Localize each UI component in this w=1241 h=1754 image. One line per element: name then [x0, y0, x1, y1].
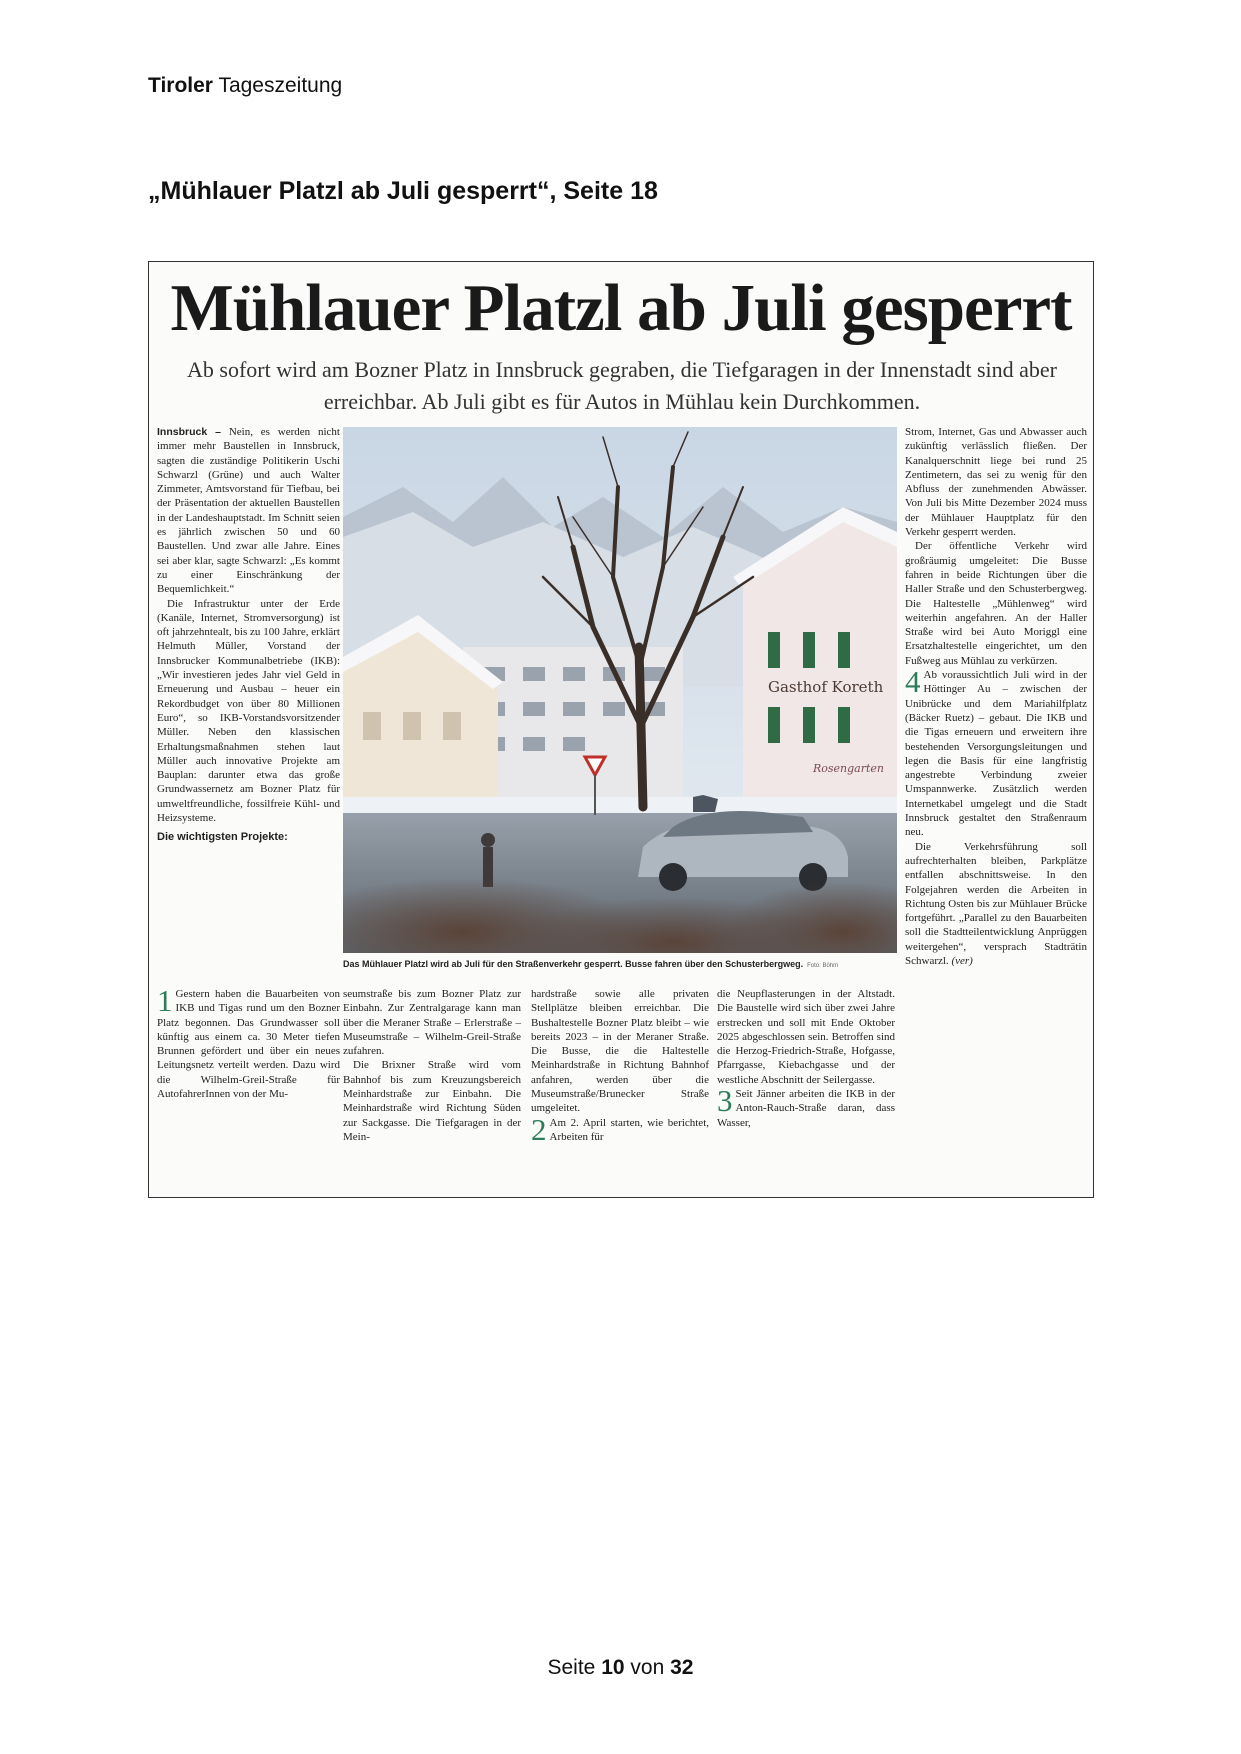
paragraph-text: Am 2. April starten, wie berichtet, Arbeiten für — [549, 1116, 709, 1143]
caption-text: Das Mühlauer Platzl wird ab Juli für den Straßenverkehr gesperrt. Busse fahren über den Schusterbergweg. — [343, 959, 804, 969]
paragraph: Der öffentliche Verkehr wird großräumig umgeleitet: Die Busse fahren in beide Richtungen über die Haller Straße und den Schusterbergweg. Die Haltestelle „Mühlenweg“ wird weiterhin angefahren. An der Haller Straße wird bei Auto Moriggl eine Ersatzhaltestelle eingerichtet, um den Fußweg aus Mühlau zu verkürzen. — [905, 540, 1087, 667]
publication-name — [148, 74, 342, 98]
page-total: 32 — [670, 1656, 694, 1679]
article-column-4 — [717, 987, 895, 1130]
publication-name-bold: Tiroler — [148, 74, 213, 97]
paragraph — [717, 1083, 895, 1130]
photo-caption — [343, 959, 897, 969]
article-photo — [343, 427, 897, 953]
paragraph — [157, 983, 340, 1101]
newspaper-clipping — [148, 261, 1094, 1198]
document-title: „Mühlauer Platzl ab Juli gesperrt“, Seite 18 — [148, 177, 658, 205]
projects-heading: Die wichtigsten Projekte: — [157, 831, 288, 844]
project-number-1: 1 — [157, 983, 173, 1018]
paragraph: Die Infrastruktur unter der Erde (Kanäle, Internet, Stromversorgung) ist oft jahrzehntealt, bis zu 100 Jahre, erklärt Helmuth Müller, Vorstand der Innsbrucker Kommunalbetriebe (IKB): „Wir investieren jedes Jahr viel Geld in Erneuerung und Ausbau – heuer ein Rekordbudget von über 80 Millionen Euro“, so IKB-Vorstandsvorsitzender Müller. Neben den klassischen Erhaltungsmaßnahmen stehen laut Müller auch innovative Projekte am Bauplan: darunter etwa das große Grundwassernetz am Bozner Platz für umweltfreundliche, fossilfreie Kühl- und Heizsysteme. — [157, 597, 340, 825]
street-scene-image — [343, 427, 897, 953]
article-column-3 — [531, 987, 709, 1147]
paragraph: hardstraße sowie alle privaten Stellplätze bleiben erreichbar. Die Bushaltestelle Bozner Platz bleibt – wie bereits 2023 – in der Meraner Straße. Die Busse, die die Haltestelle Meinhardstraße in Richtung Bahnhof anfahren, werden über die Museumstraße/Brunecker Straße umgeleitet. — [531, 988, 709, 1115]
rosengarten-sign: Rosengarten — [813, 762, 885, 775]
paragraph: seumstraße bis zum Bozner Platz zur Einbahn. Zur Zentralgarage kann man über die Meraner Straße – Erlerstraße – Museumstraße – Wilhelm-Greil-Straße zufahren. — [343, 988, 521, 1058]
project-number-2: 2 — [531, 1111, 547, 1147]
paragraph — [157, 425, 340, 597]
article-column-1-lower — [157, 983, 340, 1101]
page-number — [0, 1656, 1241, 1680]
paragraph-text: Ab voraussichtlich Juli wird in der Höttinger Au – zwischen der Unibrücke und dem Mariahilfplatz (Bäcker Ruetz) – gebaut. Die IKB und die Tigas erneuern und erweitern ihre bestehenden Versorgungsleitungen und legen die Basis für eine langfristig angestrebte Verbindung zweier Umspannwerke. Zusätzlich werden Internetkabel umgelegt und die Stadt Innsbruck gestaltet den Straßenraum neu. — [905, 669, 1087, 839]
page-current: 10 — [601, 1656, 625, 1679]
article-headline: Mühlauer Platzl ab Juli gesperrt — [170, 271, 1072, 345]
paragraph: Strom, Internet, Gas und Abwasser auch zukünftig verlässlich fließen. Der Kanalquerschnitt liege bei rund 25 Zentimetern, das sei zu wenig für den Abfluss der zunehmenden Abwässer. Von Juli bis Mitte Dezember 2024 muss der Mühlauer Hauptplatz für den Verkehr gesperrt werden. — [905, 426, 1087, 539]
dateline: Innsbruck – — [157, 426, 222, 438]
photo-credit: Foto: Böhm — [807, 963, 839, 969]
paragraph-text: Nein, es werden nicht immer mehr Baustellen in Innsbruck, sagten die zuständige Politikerin Uschi Schwarzl (Grüne) und auch Walter Zimmeter, Amtsvorstand für Tiefbau, bei der Präsentation der aktuellen Baustellen in der Landeshauptstadt. Im Schnitt seien es jährlich zwischen 50 und 60 Baustellen. Und zwar alle Jahre. Eines sei aber klar, sagte Schwarzl: „Es kommt zu einer Einschränkung der Bequemlichkeit.“ — [157, 426, 340, 596]
paragraph: die Neupflasterungen in der Altstadt. Die Baustelle wird sich über zwei Jahre erstrecken und soll mit Ende Oktober 2025 abgeschlossen sein. Betroffen sind die Herzog-Friedrich-Straße, Hofgasse, Pfarrgasse, Kiebachgasse und der westliche Abschnitt der Seilergasse. — [717, 988, 895, 1086]
paragraph-text: Gestern haben die Bauarbeiten von IKB und Tigas rund um den Bozner Platz begonnen. Das Grundwasser soll künftig aus einem ca. 30 Meter tiefen Brunnen gefördert und über ein neues Leitungsnetz verteilt werden. Dazu wird die Wilhelm-Greil-Straße für AutofahrerInnen von der Mu- — [157, 988, 340, 1101]
project-number-3: 3 — [717, 1083, 733, 1119]
page-of: von — [630, 1656, 665, 1679]
paragraph: Die Brixner Straße wird vom Bahnhof bis zum Kreuzungsbereich Meinhardstraße zur Einbahn. Die Meinhardstraße wird Richtung Süden zur Sackgasse. Die Tiefgaragen in der Mein- — [343, 1059, 521, 1143]
paragraph — [905, 664, 1087, 840]
article-column-1 — [157, 425, 340, 846]
article-column-2 — [343, 987, 521, 1144]
paragraph — [531, 1111, 709, 1147]
gasthof-sign: Gasthof Koreth — [768, 678, 884, 696]
author-tag: (ver) — [951, 954, 973, 967]
paragraph-text: Die Verkehrsführung soll aufrechterhalten bleiben, Parkplätze entfallen abschnittsweise. In den Folgejahren werden die Arbeiten in Richtung Osten bis zur Mühlauer Brücke fortgeführt. „Parallel zu den Bauarbeiten soll die Stadtteilentwicklung Anprüggen weitergehen“, versprach Stadträtin Schwarzl. — [905, 840, 1087, 967]
project-number-4: 4 — [905, 664, 921, 700]
paragraph — [905, 840, 1087, 969]
page-prefix: Seite — [547, 1656, 596, 1679]
paragraph-text: Seit Jänner arbeiten die IKB in der Anton-Rauch-Straße daran, dass Wasser, — [717, 1088, 895, 1129]
article-column-5 — [905, 425, 1087, 968]
publication-name-rest: Tageszeitung — [218, 74, 343, 97]
article-subhead: Ab sofort wird am Bozner Platz in Innsbruck gegraben, die Tiefgaragen in der Innenstadt sind aber erreichbar. Ab Juli gibt es für Autos in Mühlau kein Durchkommen. — [187, 357, 1057, 414]
